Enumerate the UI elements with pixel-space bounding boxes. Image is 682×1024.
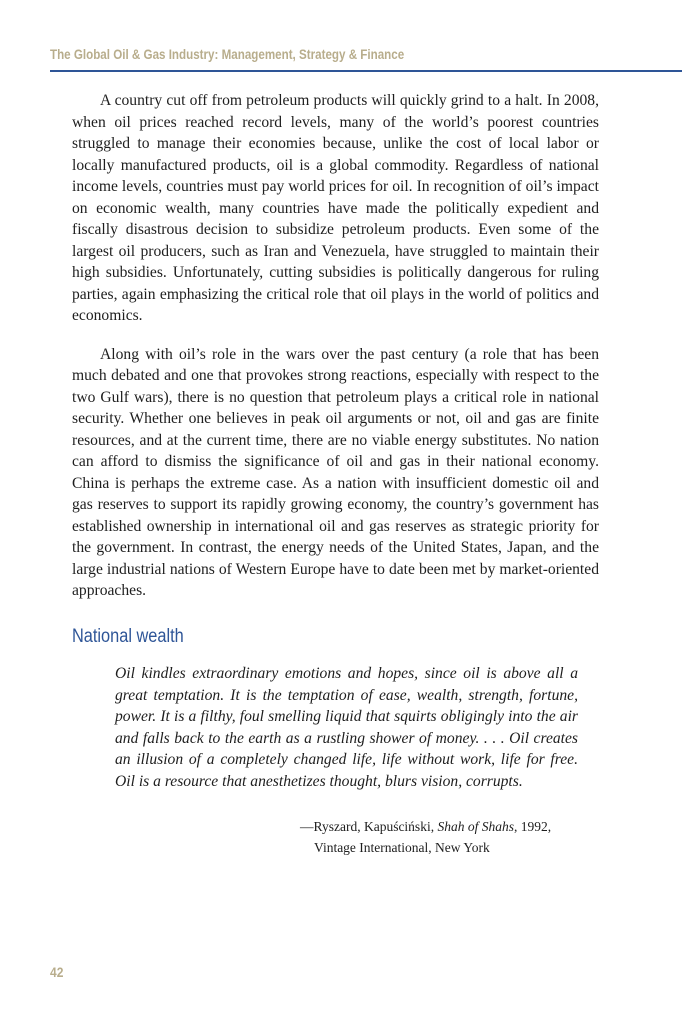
section-heading: National wealth bbox=[72, 626, 184, 647]
attribution-year: , 1992, bbox=[513, 819, 552, 834]
paragraph: Along with oil’s role in the wars over the past century (a role that has been much debated and one that provokes strong reactions, especially with respect to the two Gulf wars), there is no question that petroleum plays a critical role in national security. Whether one believes in peak oil arguments or not, oil and gas are finite resources, and at the current time, there are no viable energy substitutes. No nation can afford to dismiss the significance of oil and gas in their national economy. China is perhaps the extreme case. As a nation with insufficient domestic oil and gas reserves to support its rapidly growing economy, the country’s government has established ownership in international oil and gas reserves as strategic priority for the government. In contrast, the energy needs of the United States, Japan, and the large industrial nations of Western Europe have to date been met by market-oriented approaches. bbox=[72, 345, 599, 599]
running-header-title: The Global Oil & Gas Industry: Management, Strategy & Finance bbox=[50, 47, 405, 62]
quote-attribution bbox=[300, 816, 551, 858]
header-rule bbox=[50, 70, 682, 72]
page-number: 42 bbox=[50, 964, 64, 980]
attribution-publisher: Vintage International, New York bbox=[314, 840, 490, 855]
attribution-author: —Ryszard, Kapuściński, bbox=[300, 819, 438, 834]
epigraph-quote: Oil kindles extraordinary emotions and hopes, since oil is above all a great temptation. It is the temptation of ease, wealth, strength, fortune, power. It is a filthy, foul smelling liquid that squirts obligingly into the air and falls back to the earth as a rustling shower of money. . . . Oil creates an illusion of a completely changed life, life without work, life for free. Oil is a resource that anesthetizes thought, blurs vision, corrupts. bbox=[115, 665, 578, 790]
paragraph: A country cut off from petroleum products will quickly grind to a halt. In 2008, when oil prices reached record levels, many of the world’s poorest countries struggled to manage their economies because, unlike the cost of local labor or locally manufactured products, oil is a global commodity. Regardless of national income levels, countries must pay world prices for oil. In recognition of oil’s impact on economic wealth, many countries have made the politically expedient and fiscally disastrous decision to subsidize petroleum products. Even some of the largest oil producers, such as Iran and Venezuela, have struggled to maintain their high subsidies. Unfortunately, cutting subsidies is politically dangerous for ruling parties, again emphasizing the critical role that oil plays in the world of politics and economics. bbox=[72, 92, 599, 324]
body-text bbox=[72, 90, 599, 602]
attribution-book-title: Shah of Shahs bbox=[437, 819, 514, 834]
